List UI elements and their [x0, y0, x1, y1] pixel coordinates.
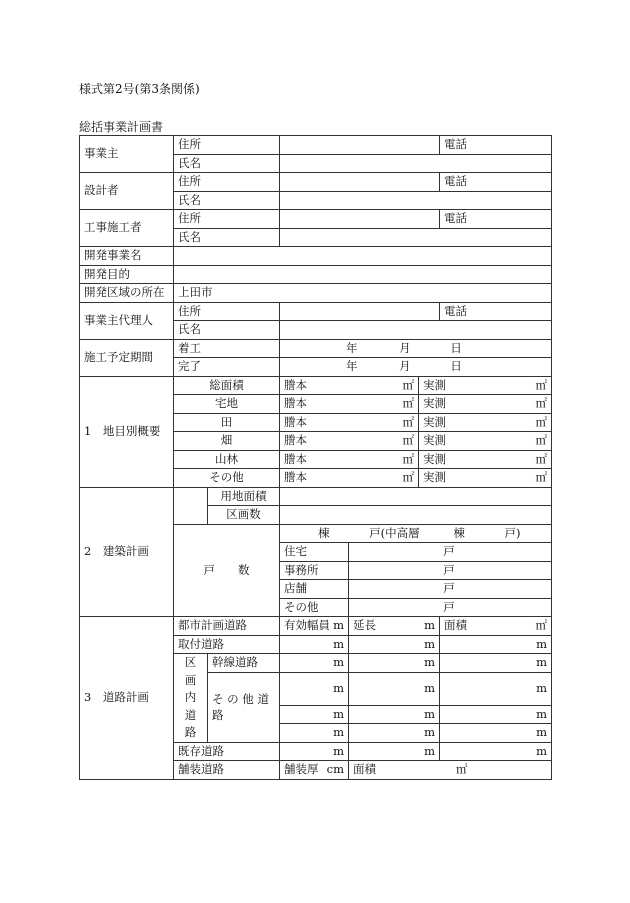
- land-type-label: その他: [174, 469, 280, 488]
- operator-address-row: [80, 136, 552, 155]
- sqm-unit: ㎡: [402, 414, 414, 429]
- contractor-address-field[interactable]: [280, 210, 440, 229]
- m-unit: m: [440, 724, 552, 743]
- district-inner-road-label: 区 画 内 道 路: [174, 654, 208, 743]
- width-label: 有効幅員: [284, 618, 330, 632]
- pave-thickness-label: 舗装厚: [284, 762, 319, 776]
- dwelling-unit: 戸: [349, 543, 552, 562]
- contractor-label: 工事施工者: [80, 210, 174, 247]
- use-type-label: 住宅: [280, 543, 349, 562]
- registry-label: 謄本: [284, 396, 307, 410]
- m-unit: m: [280, 724, 349, 743]
- plan-form-table: [79, 135, 552, 780]
- contractor-name-field[interactable]: [280, 228, 552, 247]
- trunk-road-label: 幹線道路: [208, 654, 280, 673]
- sqm-unit: ㎡: [402, 451, 414, 466]
- sqm-unit: ㎡: [456, 762, 468, 776]
- dwelling-unit: 戸: [349, 598, 552, 617]
- access-road-label: 取付道路: [174, 635, 280, 654]
- phone-label: 電話: [440, 210, 552, 229]
- dwelling-unit: 戸: [349, 580, 552, 599]
- project-purpose-label: 開発目的: [80, 265, 174, 284]
- m-unit: m: [349, 724, 440, 743]
- operator-name-field[interactable]: [280, 154, 552, 173]
- agent-name-field[interactable]: [280, 321, 552, 340]
- use-type-label: その他: [280, 598, 349, 617]
- m-unit: m: [440, 635, 552, 654]
- operator-label: 事業主: [80, 136, 174, 173]
- designer-name-field[interactable]: [280, 191, 552, 210]
- use-type-label: 事務所: [280, 561, 349, 580]
- sqm-unit: ㎡: [535, 451, 547, 466]
- phone-label: 電話: [440, 136, 552, 155]
- m-unit: m: [280, 635, 349, 654]
- area-label: 面積: [353, 762, 376, 776]
- sqm-unit: ㎡: [402, 396, 414, 410]
- site-area-field[interactable]: [280, 487, 552, 506]
- agent-label: 事業主代理人: [80, 302, 174, 339]
- m-unit: m: [349, 635, 440, 654]
- address-label: 住所: [174, 302, 280, 321]
- day-label: 日: [450, 359, 462, 373]
- project-location-field[interactable]: 上田市: [174, 284, 552, 303]
- registry-label: 謄本: [284, 433, 307, 447]
- registry-label: 謄本: [284, 470, 307, 484]
- year-label: 年: [346, 340, 358, 355]
- sqm-unit: ㎡: [535, 377, 547, 392]
- m-unit: m: [349, 742, 440, 761]
- measured-label: 実測: [423, 470, 446, 484]
- registry-label: 謄本: [284, 451, 307, 466]
- dwelling-unit: 戸: [349, 561, 552, 580]
- month-label: 月: [399, 340, 411, 355]
- month-label: 月: [399, 359, 411, 373]
- sqm-unit: ㎡: [535, 470, 547, 484]
- land-type-label: 山林: [174, 450, 280, 469]
- land-type-label: 畑: [174, 432, 280, 451]
- use-type-label: 店舗: [280, 580, 349, 599]
- m-unit: m: [280, 654, 349, 673]
- lot-count-label: 区画数: [208, 506, 280, 525]
- page-title: 総括事業計画書: [79, 120, 164, 134]
- sqm-unit: ㎡: [535, 618, 547, 632]
- paved-road-label: 舗装道路: [174, 761, 280, 780]
- m-unit: m: [280, 742, 349, 761]
- name-label: 氏名: [174, 321, 280, 340]
- project-purpose-field[interactable]: [174, 265, 552, 284]
- project-name-field[interactable]: [174, 247, 552, 266]
- registry-label: 謄本: [284, 414, 307, 429]
- end-date-field[interactable]: [280, 358, 552, 377]
- start-label: 着工: [174, 339, 280, 358]
- units-summary: [280, 524, 552, 543]
- area-label: 面積: [444, 618, 467, 632]
- mid-rise-label: 戸(中高層: [369, 525, 420, 540]
- city-plan-road-label: 都市計画道路: [174, 617, 280, 636]
- road-section-label: 3 道路計画: [80, 617, 174, 780]
- m-unit: m: [349, 672, 440, 705]
- period-label: 施工予定期間: [80, 339, 174, 376]
- phone-label: 電話: [440, 302, 552, 321]
- m-unit: m: [424, 618, 435, 632]
- measured-label: 実測: [423, 377, 446, 392]
- year-label: 年: [346, 359, 358, 373]
- name-label: 氏名: [174, 191, 280, 210]
- m-unit: m: [280, 705, 349, 724]
- m-unit: m: [440, 654, 552, 673]
- measured-label: 実測: [423, 433, 446, 447]
- sqm-unit: ㎡: [535, 414, 547, 429]
- measured-label: 実測: [423, 414, 446, 429]
- m-unit: m: [280, 672, 349, 705]
- units-label: 戸 数: [174, 524, 280, 617]
- land-row: [80, 376, 552, 395]
- land-type-label: 田: [174, 413, 280, 432]
- name-label: 氏名: [174, 154, 280, 173]
- other-road-label: そ の 他 道 路: [208, 672, 280, 742]
- day-label: 日: [450, 340, 462, 355]
- end-label: 完了: [174, 358, 280, 377]
- m-unit: m: [333, 618, 344, 632]
- sqm-unit: ㎡: [402, 433, 414, 447]
- land-type-label: 宅地: [174, 395, 280, 414]
- project-name-label: 開発事業名: [80, 247, 174, 266]
- phone-label: 電話: [440, 173, 552, 192]
- site-area-label: 用地面積: [208, 487, 280, 506]
- cm-unit: cm: [326, 762, 344, 776]
- building-section-label: 2 建築計画: [80, 487, 174, 617]
- sqm-unit: ㎡: [535, 433, 547, 447]
- land-type-label: 総面積: [174, 376, 280, 395]
- operator-address-field[interactable]: [280, 136, 440, 155]
- sqm-unit: ㎡: [402, 470, 414, 484]
- m-unit: m: [440, 742, 552, 761]
- land-section-label: 1 地目別概要: [80, 376, 174, 487]
- measured-label: 実測: [423, 451, 446, 466]
- m-unit: m: [349, 654, 440, 673]
- start-date-field[interactable]: [280, 339, 552, 358]
- registry-label: 謄本: [284, 377, 307, 392]
- name-label: 氏名: [174, 228, 280, 247]
- existing-road-label: 既存道路: [174, 742, 280, 761]
- agent-address-field[interactable]: [280, 302, 440, 321]
- sqm-unit: ㎡: [535, 396, 547, 410]
- address-label: 住所: [174, 173, 280, 192]
- project-location-label: 開発区域の所在: [80, 284, 174, 303]
- address-label: 住所: [174, 210, 280, 229]
- designer-address-field[interactable]: [280, 173, 440, 192]
- lot-count-field[interactable]: [280, 506, 552, 525]
- m-unit: m: [440, 672, 552, 705]
- length-label: 延長: [353, 618, 376, 632]
- measured-label: 実測: [423, 396, 446, 410]
- m-unit: m: [349, 705, 440, 724]
- address-label: 住所: [174, 136, 280, 155]
- designer-label: 設計者: [80, 173, 174, 210]
- building-unit-label: 棟: [453, 525, 465, 540]
- form-number: 様式第2号(第3条関係): [79, 82, 200, 96]
- building-unit-label: 棟: [318, 525, 330, 540]
- dwelling-close-label: 戸): [504, 525, 521, 540]
- m-unit: m: [440, 705, 552, 724]
- sqm-unit: ㎡: [402, 377, 414, 392]
